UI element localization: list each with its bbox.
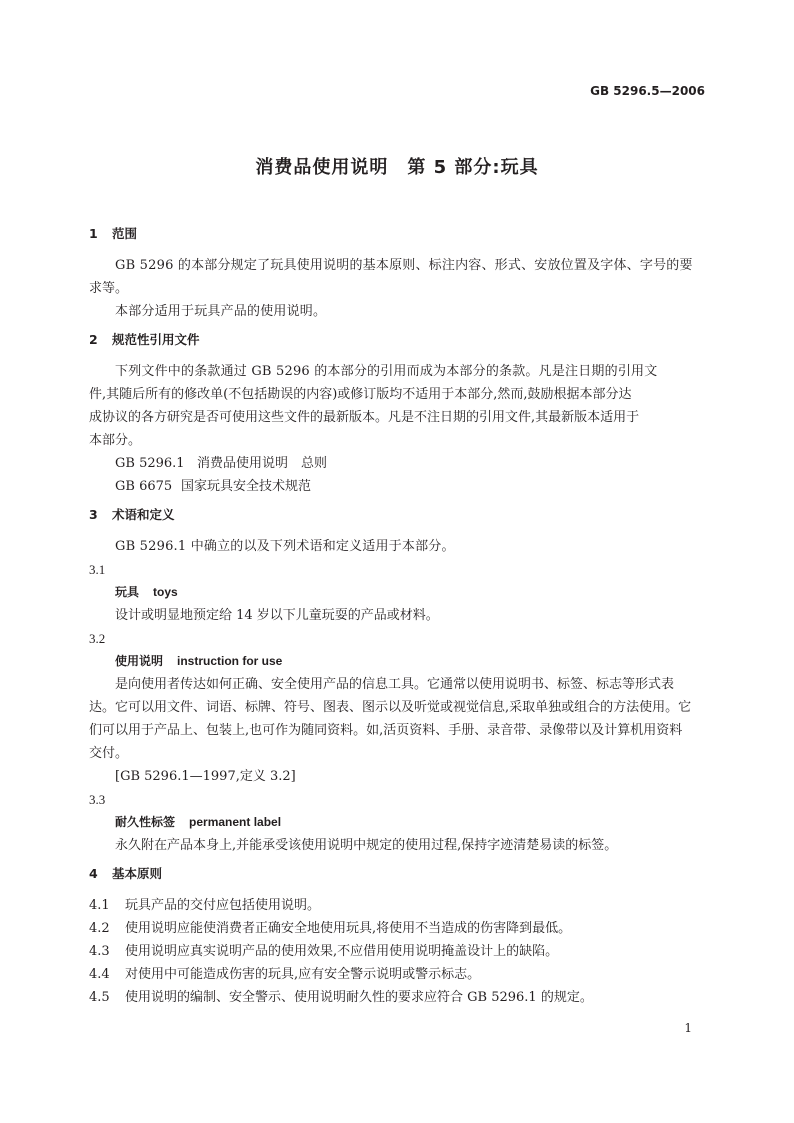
text-line: 达。它可以用文件、词语、标牌、符号、图表、图示以及听觉或视觉信息,采取单独或组合的方法使用。它 — [89, 700, 692, 715]
term-source: [GB 5296.1—1997,定义 3.2] — [115, 769, 296, 784]
term-name-zh: 玩具 — [115, 585, 140, 599]
term-name — [89, 581, 705, 604]
item-text: 使用说明的编制、安全警示、使用说明耐久性的要求应符合 GB 5296.1 的规定。 — [125, 990, 593, 1005]
item-text: 玩具产品的交付应包括使用说明。 — [125, 898, 321, 913]
page-number: 1 — [684, 1021, 692, 1035]
principle-item — [89, 917, 705, 940]
section-2-heading — [89, 331, 705, 349]
term-name-zh: 耐久性标签 — [115, 815, 176, 829]
text-line: 交付。 — [89, 746, 129, 761]
item-number: 4.2 — [89, 921, 110, 936]
term-number: 3.1 — [89, 562, 106, 577]
term-definition: 是向使用者传达如何正确、安全使用产品的信息工具。它通常以使用说明书、标签、标志等形式表 — [115, 677, 675, 692]
section-title: 规范性引用文件 — [112, 332, 200, 347]
reference-code: GB 5296.1 — [115, 456, 185, 471]
item-number: 4.4 — [89, 967, 110, 982]
item-number: 4.1 — [89, 898, 110, 913]
section-number: 4 — [89, 866, 98, 881]
section-1-paragraph — [89, 254, 705, 277]
term-definition: 设计或明显地预定给 14 岁以下儿童玩耍的产品或材料。 — [115, 608, 439, 623]
term-definition: 永久附在产品本身上,并能承受该使用说明中规定的使用过程,保持字迹清楚易读的标签。 — [115, 838, 618, 853]
term-name-en: permanent label — [189, 815, 282, 829]
principle-item — [89, 894, 705, 917]
section-title: 基本原则 — [112, 866, 163, 881]
section-3-heading — [89, 506, 705, 524]
term-name-en: toys — [153, 585, 178, 599]
text-line: 本部分。 — [89, 433, 142, 448]
section-title: 范围 — [112, 226, 138, 241]
normative-reference — [89, 452, 705, 475]
text-line: 下列文件中的条款通过 GB 5296 的本部分的引用而成为本部分的条款。凡是注日期的引用文 — [115, 364, 658, 379]
section-number: 3 — [89, 507, 98, 522]
normative-reference — [89, 475, 705, 498]
text-line: 们可以用于产品上、包装上,也可作为随同资料。如,活页资料、手册、录音带、录像带以及计算机用资料 — [89, 723, 683, 738]
term-number: 3.3 — [89, 792, 106, 807]
item-number: 4.5 — [89, 990, 110, 1005]
item-number: 4.3 — [89, 944, 110, 959]
item-text: 使用说明应能使消费者正确安全地使用玩具,将使用不当造成的伤害降到最低。 — [125, 921, 572, 936]
standard-code: GB 5296.5—2006 — [590, 84, 705, 98]
section-1-heading — [89, 225, 705, 243]
term-name-zh: 使用说明 — [115, 654, 164, 668]
term-name — [89, 811, 705, 834]
document-body — [89, 225, 705, 1009]
text-line: 件,其随后所有的修改单(不包括勘误的内容)或修订版均不适用于本部分,然而,鼓励根据本部分达 — [89, 387, 632, 402]
text-line: GB 5296 的本部分规定了玩具使用说明的基本原则、标注内容、形式、安放位置及字体、字号的要 — [115, 258, 693, 273]
principle-item — [89, 963, 705, 986]
section-title: 术语和定义 — [112, 507, 175, 522]
reference-code: GB 6675 — [115, 479, 173, 494]
term-number: 3.2 — [89, 631, 106, 646]
term-name — [89, 650, 705, 673]
principle-item — [89, 986, 705, 1009]
item-text: 对使用中可能造成伤害的玩具,应有安全警示说明或警示标志。 — [125, 967, 481, 982]
section-4-heading — [89, 865, 705, 883]
section-1-scope-paragraph: 本部分适用于玩具产品的使用说明。 — [115, 304, 327, 319]
reference-title: 消费品使用说明 总则 — [197, 456, 328, 471]
section-number: 1 — [89, 226, 98, 241]
section-3-intro: GB 5296.1 中确立的以及下列术语和定义适用于本部分。 — [115, 539, 455, 554]
item-text: 使用说明应真实说明产品的使用效果,不应借用使用说明掩盖设计上的缺陷。 — [125, 944, 559, 959]
text-line: 求等。 — [89, 281, 129, 296]
principle-item — [89, 940, 705, 963]
section-number: 2 — [89, 332, 98, 347]
reference-title: 国家玩具安全技术规范 — [181, 479, 312, 494]
document-title: 消费品使用说明 第 5 部分:玩具 — [255, 157, 539, 178]
text-line: 成协议的各方研究是否可使用这些文件的最新版本。凡是不注日期的引用文件,其最新版本适用于 — [89, 410, 640, 425]
term-name-en: instruction for use — [177, 654, 283, 668]
